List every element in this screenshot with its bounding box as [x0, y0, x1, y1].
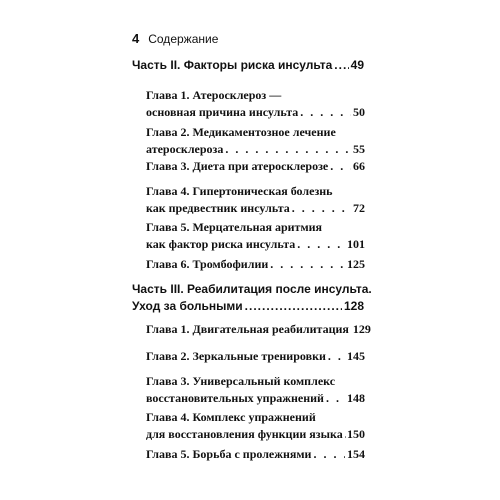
toc-chapter[interactable] — [146, 446, 365, 463]
toc-chapter[interactable] — [146, 124, 365, 158]
chapter-page: 125 — [347, 257, 365, 271]
toc-part-2[interactable] — [132, 57, 364, 74]
chapter-page: 66 — [353, 159, 365, 173]
toc-chapter[interactable] — [146, 409, 365, 443]
dot-leader — [330, 158, 351, 175]
toc-chapter[interactable] — [146, 256, 365, 273]
toc-chapter[interactable] — [146, 219, 365, 253]
toc-chapter[interactable] — [146, 87, 365, 121]
dot-leader — [334, 57, 348, 74]
chapter-title-line: Глава 2. Зеркальные тренировки — [146, 349, 326, 363]
dot-leader — [292, 200, 351, 217]
toc-chapter[interactable] — [146, 183, 365, 217]
chapter-title-line: атеросклероза — [146, 142, 224, 156]
toc-chapter[interactable] — [146, 158, 365, 175]
chapter-title-line: Глава 3. Универсальный комплекс — [146, 374, 336, 388]
chapter-page: 55 — [353, 142, 365, 156]
part-title: Часть II. Факторы риска инсульта — [132, 58, 333, 72]
running-head — [132, 31, 218, 49]
toc-chapter[interactable] — [146, 348, 365, 365]
chapter-page: 150 — [347, 427, 365, 441]
dot-leader — [313, 446, 345, 463]
chapter-page: 129 — [352, 322, 371, 336]
part-page: 128 — [343, 299, 364, 313]
toc-chapter[interactable] — [146, 373, 365, 407]
chapter-page: 72 — [353, 201, 365, 215]
chapter-title-line: Глава 1. Атеросклероз — — [146, 88, 282, 102]
part-page: 49 — [350, 58, 364, 72]
chapter-title-line: Глава 5. Борьба с пролежнями — [146, 447, 312, 461]
chapter-page: 50 — [353, 105, 365, 119]
dot-leader — [326, 390, 345, 407]
page-title: Содержание — [148, 32, 219, 46]
toc-part-3[interactable] — [132, 281, 372, 315]
dot-leader — [245, 298, 342, 315]
chapter-page: 145 — [347, 349, 365, 363]
chapter-title-line: Глава 1. Двигательная реабилитация — [146, 322, 349, 336]
chapter-title-line: основная причина инсульта — [146, 105, 299, 119]
chapter-page: 148 — [347, 391, 365, 405]
chapter-title-line: Глава 4. Комплекс упражнений — [146, 410, 316, 424]
dot-leader — [225, 141, 351, 158]
chapter-title-line: Глава 3. Диета при атеросклерозе — [146, 159, 329, 173]
dot-leader — [300, 104, 351, 121]
part-title-line: Уход за больными — [132, 299, 243, 313]
dot-leader — [297, 236, 345, 253]
chapter-title-line: как предвестник инсульта — [146, 201, 290, 215]
dot-leader — [328, 348, 345, 365]
chapter-page: 101 — [347, 237, 365, 251]
chapter-title-line: Глава 6. Тромбофилии — [146, 257, 269, 271]
chapter-page: 154 — [347, 447, 365, 461]
dot-leader — [270, 256, 345, 273]
chapter-title-line: Глава 2. Медикаментозное лечение — [146, 125, 336, 139]
chapter-title-line: Глава 4. Гипертоническая болезнь — [146, 184, 333, 198]
toc-chapter[interactable] — [146, 321, 371, 338]
page-number: 4 — [132, 31, 140, 46]
chapter-title-line: восстановительных упражнений — [146, 391, 324, 405]
chapter-title-line: для восстановления функции языка — [146, 427, 343, 441]
chapter-title-line: Глава 5. Мерцательная аритмия — [146, 220, 323, 234]
chapter-title-line: как фактор риска инсульта — [146, 237, 296, 251]
part-title-line: Часть III. Реабилитация после инсульта. — [132, 282, 372, 296]
